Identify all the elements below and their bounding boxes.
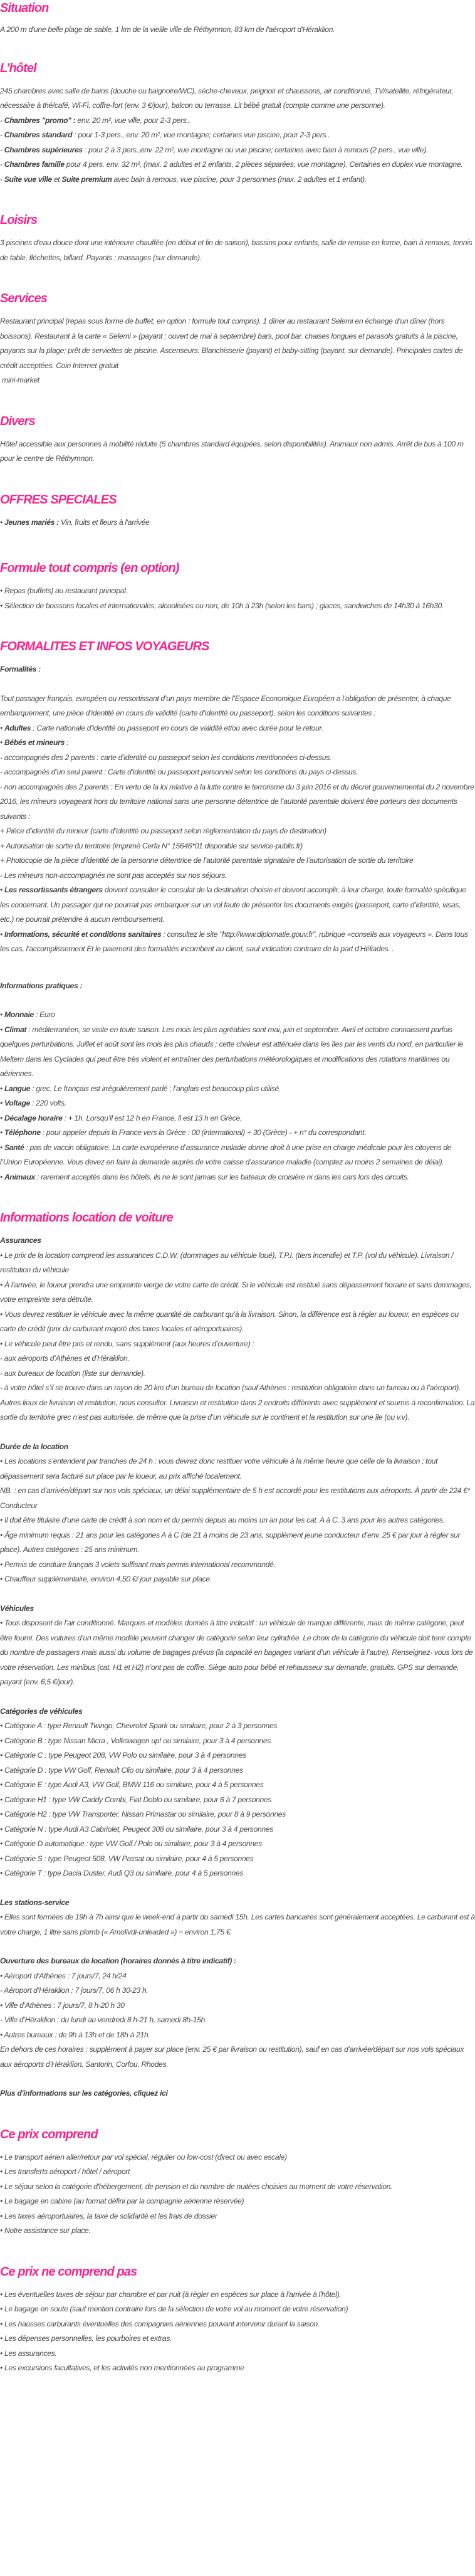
section-location-voiture xyxy=(0,1210,475,2101)
formalites-item: • Informations, sécurité et conditions sanitaires : consultez le site "http://www.diplomatie.gouv.fr", rubrique «conseils aux voyageurs ». Dans tous les cas, l’accomplissement Et le paiement des formalités incombent au client, sauf indication contraire de la part d’Héliades. . xyxy=(0,927,475,957)
section-title: Situation xyxy=(0,1,49,15)
section-hotel xyxy=(0,60,475,187)
category-item: • Catégorie C : type Peugeot 208, VW Polo ou similaire, pour 3 à 4 personnes xyxy=(0,1751,246,1760)
ouverture-line: En dehors de ces horaires : supplément à payer sur place (env. 25 € par livraison ou restitution), sauf en cas d’arrivée/départ sur nos vols spéciaux aux aéroports d’Héraklion, Santorin, Corfou, Rhodes. xyxy=(0,2045,464,2069)
assurances-line: • Le prix de la location comprend les assurances C.D.W. (dommages au véhicule loué), T.P.I. (tiers incendie) et T.P. (vol du véhicule). Livraison / restitution du véhicule xyxy=(0,1250,454,1274)
mineurs-line: + Autorisation de sortie du territoire (imprimé Cerfa N° 15646*01 disponible sur service-public.fr) xyxy=(0,841,303,850)
included-item: • Les transferts aéroport / hôtel / aéroport xyxy=(0,2167,130,2176)
category-item: • Catégorie H2 : type VW Transporter, Nissan Primastar ou similaire, pour 8 à 9 personnes xyxy=(0,1810,286,1819)
assurances-subheading: Assurances xyxy=(0,1236,41,1245)
included-item: • Le séjour selon la catégorie d'hébergement, de pension et du nombre de nuitées choisies au moment de votre réservation. xyxy=(0,2182,393,2191)
ouverture-line: - Ville d’Héraklion : du lundi au vendredi 8 h-21 h, samedi 8h-15h. xyxy=(0,2015,207,2024)
assurances-line: - à votre hôtel s’il se trouve dans un rayon de 20 km d’un bureau de location (sauf Athènes : restitution obligatoire dans un bureau ou à l’aéroport). xyxy=(0,1383,461,1392)
room-type: - Suite vue ville et Suite premium avec bain à remous, vue piscine, pour 3 personnes (max. 2 adultes et 1 enfant). xyxy=(0,174,367,184)
excluded-item: • Le bagage en soute (sauf mention contraire lors de la sélection de votre vol au moment de votre réservation) xyxy=(0,2304,348,2313)
assurances-line: • Vous devrez restituer le véhicule avec la même quantité de carburant qu’à la livraison. Sinon, la différence est à régler au loueur, en espèces ou carte de crédit (prix du carburant majoré des taxes locales et aéroportuaires). xyxy=(0,1309,459,1333)
category-item: • Catégorie S : type Peugeot 508, VW Passat ou similaire, pour 4 à 5 personnes xyxy=(0,1854,254,1863)
pratique-item: • Voltage : 220 volts. xyxy=(0,1096,475,1111)
mineurs-line: - non accompagnés des 2 parents : En vertu de la loi relative à la lutte contre le terrorisme du 3 juin 2016 et du décret gouvernemental du 2 novembre 2016, les mineurs voyageant hors du territoire national sans une personne détentrice de l’autorité parentale doivent être porteurs des documents suivants : xyxy=(0,782,474,821)
section-title: Loisirs xyxy=(0,213,38,227)
ouverture-line: • Aéroport d’Athènes : 7 jours/7, 24 h/24 xyxy=(0,1971,127,1980)
category-item: • Catégorie A : type Renault Twingo, Chevrolet Spark ou similaire, pour 2 à 3 personnes xyxy=(0,1721,278,1730)
ouverture-line: • Ville d’Athènes : 7 jours/7, 8 h-20 h 30 xyxy=(0,2000,125,2010)
services-text-extra: mini-market xyxy=(0,376,39,384)
category-item: • Catégorie E : type Audi A3, VW Golf, BMW 116 ou similaire, pour 4 à 5 personnes xyxy=(0,1780,264,1789)
excluded-item: • Les hausses carburants éventuelles des compagnies aériennes pouvant intervenir durant la saison. xyxy=(0,2319,320,2328)
ouverture-subheading: Ouverture des bureaux de location (horaires donnés à titre indicatif) : xyxy=(0,1956,236,1965)
pratique-item: • Monnaie : Euro xyxy=(0,1008,475,1023)
room-type: - Chambres supérieures : pour 2 à 3 pers.,env. 22 m², vue montagne ou vue piscine; certaines avec bain à remous (2 pers., vue ville). xyxy=(0,145,428,154)
formalites-item: • Les ressortissants étrangers doivent consulter le consulat de la destination choisie et doivent accomplir, à leur charge, toute formalité spécifique les concernant. Un passager qui ne pourrait pas embarquer sur un vol faute de présenter les documents exigés (passeport, carte d’identité, visas, etc.) ne pourrait prétendre à aucun remboursement. xyxy=(0,883,475,927)
category-item: • Catégorie H1 : type VW Caddy Combi, Fiat Doblo ou similaire, pour 6 à 7 personnes xyxy=(0,1795,272,1804)
pratique-item: • Décalage horaire : + 1h. Lorsqu’il est 12 h en France, il est 13 h en Grèce. xyxy=(0,1111,475,1126)
section-loisirs xyxy=(0,212,475,265)
section-title: Ce prix comprend xyxy=(0,2127,98,2141)
assurances-line: Autres lieux de livraison et restitution, nous consulter. Livraison et restitution dans 2 endroits différents avec supplément et soumis à reconfirmation. La sortie du territoire grec n’est pas autorisée, de même que la prise d’un véhicule sur le continent et la restitution sur une île (ou v.v). xyxy=(0,1398,475,1422)
section-situation xyxy=(0,0,475,38)
mineurs-line: + Pièce d’identité du mineur (carte d’identité ou passeport selon règlementation du pays de destination) xyxy=(0,826,326,835)
duree-subheading: Durée de la location xyxy=(0,1442,68,1451)
formule-item: • Repas (buffets) au restaurant principal. xyxy=(0,584,475,599)
duree-line: • Permis de conduire français 3 volets suffisant mais permis international recommandé. xyxy=(0,1560,276,1569)
excluded-item: • Les excursions facultatives, et les activités non mentionnées au programme xyxy=(0,2363,244,2372)
formalites-intro: Tout passager français, européen ou ressortissant d’un pays membre de l’Espace Economique Européen a l’obligation de présenter, à chaque embarquement, une pièce d’identité en cours de validité (carte d’identité ou passeport), selon les conditions suivantes : xyxy=(0,694,451,717)
formule-item: • Sélection de boissons locales et internationales, alcoolisées ou non, de 10h à 23h (selon les bars) ; glaces, sandwiches de 14h30 à 16h30. xyxy=(0,599,475,614)
included-item: • Notre assistance sur place. xyxy=(0,2226,91,2235)
assurances-line: - aux aéroports d’Athènes et d’Héraklion. xyxy=(0,1354,130,1363)
formalites-item: • Adultes : Carte nationale d’identité ou passeport en cours de validité et/ou avec durée pour le retour. xyxy=(0,721,475,736)
section-title: Services xyxy=(0,292,48,305)
services-text: Restaurant principal (repas sous forme de buffet, en option : formule tout compris). 1 dîner au restaurant Selemi en échange d’un dîner (hors boissons). Restaurant à la carte « Selemi » (payant ; ouvert de mai à septembre) bars, pool bar. chaises longues et parasols gratuits à la piscine, payants sur la plage; prêt de serviettes de piscine. Ascenseurs. Blanchisserie (payant) et baby-sitting (payant, sur demande). Principales cartes de crédit acceptées. Coin Internet gratuit xyxy=(0,317,463,370)
vehicules-subheading: Véhicules xyxy=(0,1603,34,1613)
duree-line: • Chauffeur supplémentaire, environ 4,50 €/ jour payable sur place. xyxy=(0,1575,212,1583)
room-name: Suite vue ville xyxy=(4,174,52,184)
situation-text: A 200 m d'une belle plage de sable, 1 km de la vieille ville de Réthymnon, 83 km de l'aéroport d'Héraklion. xyxy=(0,25,335,34)
included-item: • Le transport aérien aller/retour par vol spécial, régulier ou low-cost (direct ou avec escale) xyxy=(0,2152,287,2162)
ouverture-line: - Aéroport d’Héraklion : 7 jours/7, 06 h 30-23 h. xyxy=(0,1986,149,1995)
assurances-line: • À l’arrivée, le loueur prendra une empreinte vierge de votre carte de crédit. Si le véhicule est restitué sans dépassement horaire et sans dommages, votre empreinte sera détruite. xyxy=(0,1280,472,1304)
pratique-item: • Animaux : rarement acceptés dans les hôtels, ils ne le sont jamais sur les bateaux de croisière ni dans les cars lors des circuits. xyxy=(0,1170,475,1185)
excluded-item: • Les dépenses personnelles, les pourboires et extras. xyxy=(0,2334,172,2343)
section-title: Formule tout compris (en option) xyxy=(0,561,179,575)
pratique-item: • Santé : pas de vaccin obligatoire. La carte européenne d’assurance maladie donne droit à une prise en charge médicale pour les citoyens de l’Union Européenne. Vous devez en faire la demande auprès de votre caisse d’assurance maladie (comptez au moins 2 semaines de délai). xyxy=(0,1141,475,1170)
pratique-item: • Climat : méditerranéen, se visite en toute saison. Les mois les plus agréables sont mai, juin et septembre. Avril et octobre connaissent parfois quelques perturbations. Juillet et août sont les mois les plus chauds ; cette chaleur est atténuée dans les îles par les vents du nord, en particulier le Meltem dans les Cyclades qui peut être très violent et entraîner des perturbations météorologiques et modifications des rotations maritimes ou aériennes. xyxy=(0,1023,475,1082)
pratique-item: • Langue : grec. Le français est irrégulièrement parlé ; l’anglais est beaucoup plus utilisé. xyxy=(0,1082,475,1097)
divers-text: Hôtel accessible aux personnes à mobilité réduite (5 chambres standard équipées, selon disponibilités). Animaux non admis. Arrêt de bus à 100 m pour le centre de Réthymnon. xyxy=(0,439,464,463)
formalites-subheading: Formalités : xyxy=(0,665,41,673)
section-offres-speciales xyxy=(0,492,475,531)
included-item: • Le bagage en cabine (au format défini par la compagnie aérienne réservée) xyxy=(0,2197,244,2205)
mineurs-line: - Les mineurs non-accompagnés ne sont pas acceptés sur nos séjours. xyxy=(0,870,227,880)
section-title: OFFRES SPECIALES xyxy=(0,492,117,507)
offer-item: • Jeunes mariés : Vin, fruits et fleurs à l'arrivée xyxy=(0,515,475,531)
pratiques-subheading: Informations pratiques : xyxy=(0,981,83,990)
category-item: • Catégorie B : type Nissan Micra , Volkswagen up! ou similaire, pour 3 à 4 personnes xyxy=(0,1736,271,1745)
room-name: Suite premium xyxy=(61,174,112,184)
hotel-intro: 245 chambres avec salle de bains (douche ou baignoire/WC), sèche-cheveux, peignoir et chaussons, air conditionné, TV/satellite, réfrigérateur, nécessaire à thé/café, Wi-Fi, coffre-fort (env. 3 €/jour), balcon ou terrasse. Lit bébé gratuit (compte comme une personne). xyxy=(0,86,454,110)
formalites-item: • Bébés et mineurs : xyxy=(0,736,475,751)
duree-line: NB. : en cas d’arrivée/départ sur nos vols spéciaux, un délai supplémentaire de 5 h est accordé pour les restitutions aux aéroports. À partir de 224 €* Conducteur xyxy=(0,1486,470,1510)
section-prix-ne-comprend-pas xyxy=(0,2264,475,2376)
assurances-line: • Le véhicule peut être pris et rendu, sans supplément (aux heures d’ouverture) : xyxy=(0,1339,254,1348)
offer-label: Jeunes mariés : xyxy=(4,517,59,527)
category-item: • Catégorie N : type Audi A3 Cabriolet, Peugeot 308 ou similaire, pour 3 à 4 personnes xyxy=(0,1824,273,1834)
section-title: FORMALITES ET INFOS VOYAGEURS xyxy=(0,640,209,653)
room-name: Chambres famille xyxy=(4,160,65,169)
section-title: Informations location de voiture xyxy=(0,1211,173,1225)
section-formalites xyxy=(0,638,475,1185)
section-divers xyxy=(0,413,475,467)
section-title: Ce prix ne comprend pas xyxy=(0,2264,137,2279)
section-services xyxy=(0,290,475,388)
pratique-item: • Téléphone : pour appeler depuis la France vers la Grèce : 00 (international) + 30 (Grèce) - + n° du correspondant. xyxy=(0,1126,475,1141)
duree-line: • Les locations s’entendent par tranches de 24 h ; vous devrez donc restituer votre véhicule à la même heure que celle de la livraison ; tout dépassement sera facturé sur place par le loueur, au prix affiché localement. xyxy=(0,1457,438,1481)
room-type: - Chambres standard : pour 1-3 pers., env. 20 m², vue montagne; certaines vue piscine, pour 2-3 pers.. xyxy=(0,130,330,139)
category-item: • Catégorie T : type Dacia Duster, Audi Q3 ou similaire, pour 4 à 5 personnes xyxy=(0,1869,244,1877)
loisirs-text: 3 piscines d'eau douce dont une intérieure chauffée (en début et fin de saison), bassins pour enfants, salle de remise en forme, bain à remous, tennis de table, fléchettes, billard. Payants : massages (sur demande). xyxy=(0,238,472,262)
stations-subheading: Les stations-service xyxy=(0,1898,70,1907)
room-name: Chambres "promo" : xyxy=(4,115,76,125)
excluded-item: • Les assurances. xyxy=(0,2348,57,2358)
included-item: • Les taxes aéroportuaires, la taxe de solidarité et les frais de dossier xyxy=(0,2211,217,2220)
duree-line: • Âge minimum requis : 21 ans pour les catégories A à C (de 21 à moins de 23 ans, supplément jeune conducteur d’env. 25 € par jour à régler sur place). Autres catégories : 25 ans minimum. xyxy=(0,1530,461,1554)
categories-subheading: Catégories de véhicules xyxy=(0,1706,83,1716)
vehicules-text: • Tous disposent de l’air conditionné. Marques et modèles donnés à titre indicatif : un véhicule de marque différente, mais de même catégorie, peut être fourni. Des voitures d’un même modèle peuvent changer de catégorie selon leur cylindrée. Le choix de la catégorie du véhicule doit tenir compte du nombre de passagers mais aussi du volume de bagages prévus (la capacité en bagages variant d’un véhicule à l’autre). Renseignez- vous lors de votre réservation. Les minibus (cat. H1 et H2) n’ont pas de coffre. Siège auto pour bébé et rehausseur sur demande, gratuits. GPS sur demande, payant (env. 6,5 €/jour). xyxy=(0,1618,473,1686)
ouverture-line: • Autres bureaux : de 9h à 13h et de 18h à 21h. xyxy=(0,2030,150,2039)
mineurs-line: + Photocopie de la pièce d’identité de la personne détentrice de l’autorité parentale signataire de l’autorisation de sortie du territoire xyxy=(0,856,414,865)
mineurs-line: - accompagnés des 2 parents : carte d’identité ou passeport selon les conditions mentionnées ci-dessus. xyxy=(0,752,331,762)
stations-text: • Elles sont fermées de 19h à 7h ainsi que le week-end à partir du samedi 15h. Les cartes bancaires sont généralement acceptées. Le carburant est à votre charge, 1 litre sans plomb (« Amolivdi-unleaded ») = environ 1,75 €. xyxy=(0,1913,475,1936)
category-item: • Catégorie D automatique : type VW Golf / Polo ou similaire, pour 3 à 4 personnes xyxy=(0,1839,262,1848)
category-item: • Catégorie D : type VW Golf, Renault Clio ou similaire, pour 3 à 4 personnes xyxy=(0,1765,243,1775)
room-type: - Chambres "promo" : env. 20 m², vue ville, pour 2-3 pers.. xyxy=(0,115,191,125)
mineurs-line: - accompagnés d’un seul parent : Carte d’identité ou passeport personnel selon les conditions du pays ci-dessus. xyxy=(0,768,358,776)
section-title: L’hôtel xyxy=(0,61,36,75)
assurances-line: - aux bureaux de location (liste sur demande). xyxy=(0,1368,145,1378)
section-formule-tout-compris xyxy=(0,560,475,613)
more-categories-link[interactable]: Plus d'informations sur les catégories, cliquez ici xyxy=(0,2089,168,2098)
room-type: - Chambres famille pour 4 pers. env. 32 m², (max. 2 adultes et 2 enfants, 2 pièces séparées, vue montagne). Certaines en duplex vue montagne. xyxy=(0,160,463,169)
room-name: Chambres standard xyxy=(4,130,73,139)
section-prix-comprend xyxy=(0,2126,475,2239)
excluded-item: • Les éventuelles taxes de séjour par chambre et par nuit (à régler en espèces sur place à l'arrivée à l'hôtel). xyxy=(0,2289,342,2299)
room-name: Chambres supérieures xyxy=(4,145,83,154)
duree-line: • Il doit être titulaire d’une carte de crédit à son nom et du permis depuis au moins un an pour les cat. A à C, 3 ans pour les autres catégories. xyxy=(0,1516,445,1524)
section-title: Divers xyxy=(0,414,35,428)
